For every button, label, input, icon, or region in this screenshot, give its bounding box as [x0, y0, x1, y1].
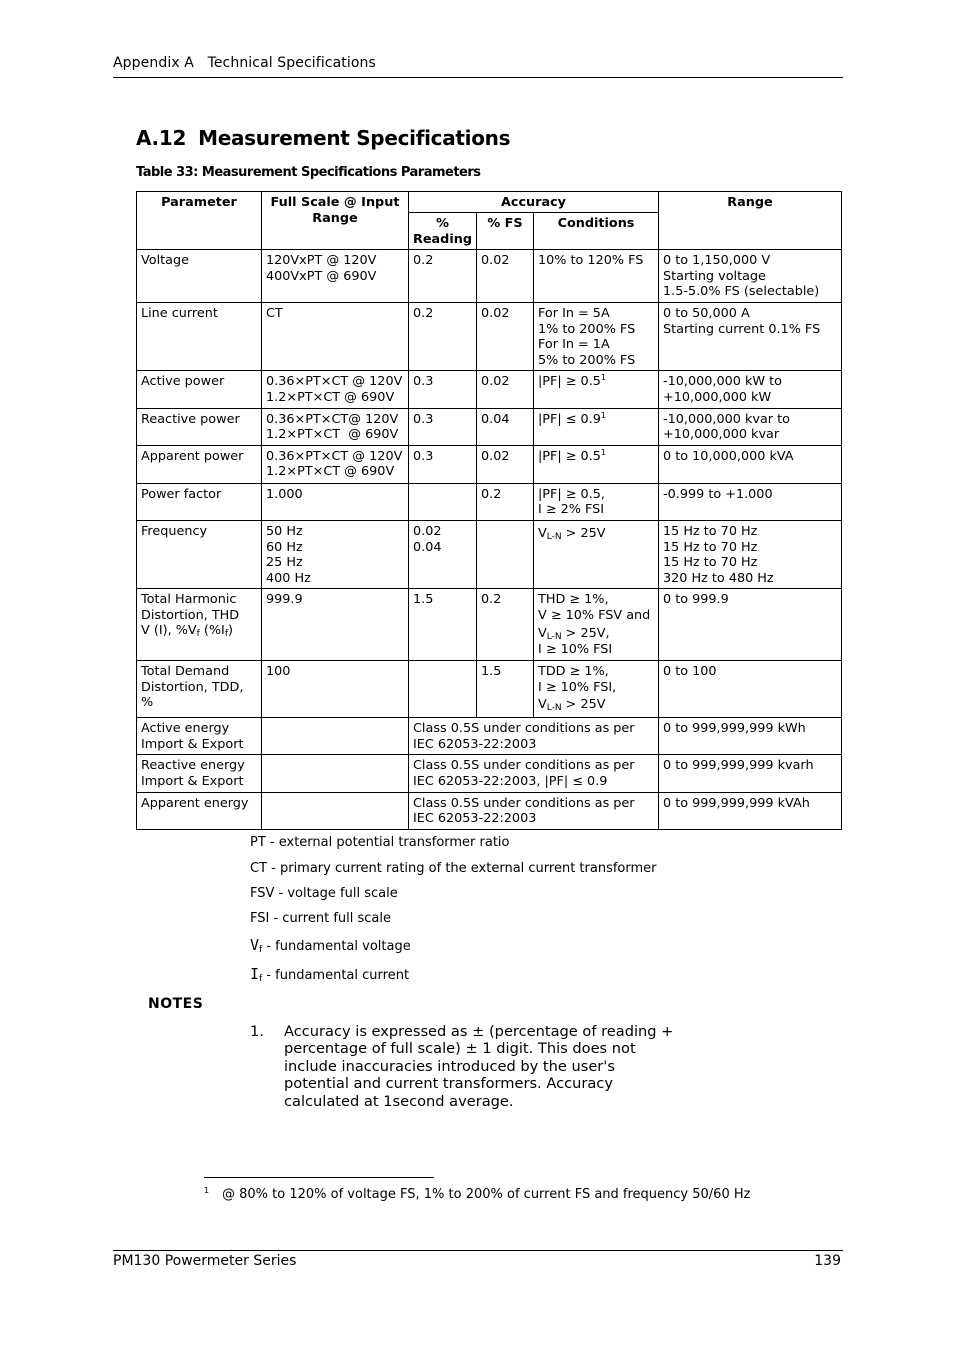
- cell-parameter: Frequency: [137, 520, 262, 588]
- condition-text: |PF| ≤ 0.9: [538, 411, 601, 427]
- cell-full-scale: 0.36×PT×CT@ 120V 1.2×PT×CT @ 690V: [262, 408, 409, 445]
- cell-full-scale: [262, 718, 409, 755]
- footnote-ref: 1: [600, 410, 607, 420]
- cell-reading: 0.3: [409, 445, 477, 483]
- header-rule: [113, 77, 843, 78]
- fundamental-subscript: f: [196, 629, 200, 640]
- cell-full-scale: [262, 792, 409, 829]
- section-title-text: Measurement Specifications: [198, 126, 511, 150]
- cell-parameter: Reactive power: [137, 408, 262, 445]
- cell-reading: [409, 661, 477, 718]
- cell-parameter: Apparent power: [137, 445, 262, 483]
- fundamental-subscript: f: [224, 629, 228, 640]
- condition-text: > 25V,: [561, 626, 610, 642]
- footnote-ref: 1: [600, 447, 607, 457]
- header-accuracy: Accuracy: [409, 192, 659, 213]
- cell-conditions: [534, 589, 659, 661]
- cell-fs: 0.02: [477, 302, 534, 370]
- cell-parameter: Reactive energy Import & Export: [137, 755, 262, 792]
- footnote-ref: 1: [600, 373, 607, 383]
- legend-ct: CT - primary current rating of the external current transformer: [250, 861, 657, 876]
- cell-full-scale: 100: [262, 661, 409, 718]
- table-row: [137, 718, 842, 755]
- cell-full-scale: 50 Hz 60 Hz 25 Hz 400 Hz: [262, 520, 409, 588]
- cell-range: -10,000,000 kvar to +10,000,000 kvar: [659, 408, 842, 445]
- cell-full-scale: CT: [262, 302, 409, 370]
- cell-parameter: Line current: [137, 302, 262, 370]
- table-row: [137, 302, 842, 370]
- cell-reading: 0.2: [409, 302, 477, 370]
- if-symbol: I: [250, 965, 260, 983]
- note-text: Accuracy is expressed as ± (percentage of reading + percentage of full scale) ± 1 digit. This does not include inaccuracies introduced by the user's potential and current transformers. Accuracy calculated at 1second average.: [284, 1023, 674, 1110]
- cell-full-scale: 0.36×PT×CT @ 120V 1.2×PT×CT @ 690V: [262, 445, 409, 483]
- cell-conditions: [534, 445, 659, 483]
- cell-accuracy: Class 0.5S under conditions as per IEC 62053-22:2003, |PF| ≤ 0.9: [409, 755, 659, 792]
- cell-range: 0 to 999,999,999 kvarh: [659, 755, 842, 792]
- cell-fs: 0.02: [477, 371, 534, 408]
- parameter-text: ): [227, 623, 233, 639]
- table-row: [137, 792, 842, 829]
- condition-text: > 25V: [561, 697, 606, 713]
- table-row: [137, 520, 842, 588]
- footer-rule: [113, 1250, 843, 1251]
- header-conditions: Conditions: [534, 213, 659, 250]
- footnote-mark: 1: [204, 1186, 210, 1195]
- voltage-subscript: L-N: [546, 531, 562, 542]
- cell-range: 0 to 999,999,999 kVAh: [659, 792, 842, 829]
- table-row: [137, 755, 842, 792]
- condition-text: TDD ≥ 1%, I ≥ 10% FSI,: [538, 664, 617, 695]
- cell-reading: 0.2: [409, 250, 477, 303]
- cell-fs: 0.04: [477, 408, 534, 445]
- notes-title: NOTES: [148, 996, 204, 1012]
- cell-fs: 1.5: [477, 661, 534, 718]
- vf-subscript: f: [259, 945, 263, 955]
- condition-text: THD ≥ 1%, V ≥ 10% FSV and: [538, 592, 651, 623]
- cell-reading: 0.3: [409, 371, 477, 408]
- section-number: A.12: [136, 126, 187, 150]
- voltage-symbol: V: [538, 525, 547, 541]
- cell-range: 0 to 50,000 A Starting current 0.1% FS: [659, 302, 842, 370]
- table-caption: Table 33: Measurement Specifications Parameters: [136, 165, 481, 180]
- legend-pt: PT - external potential transformer ratio: [250, 835, 510, 850]
- table-row: [137, 445, 842, 483]
- vf-symbol: V: [250, 936, 260, 954]
- cell-parameter: Power factor: [137, 483, 262, 520]
- voltage-symbol: V: [538, 626, 547, 642]
- footnote-text: @ 80% to 120% of voltage FS, 1% to 200% of current FS and frequency 50/60 Hz: [222, 1187, 751, 1202]
- cell-conditions: [534, 661, 659, 718]
- if-subscript: f: [259, 974, 263, 984]
- cell-conditions: 10% to 120% FS: [534, 250, 659, 303]
- cell-full-scale: 1.000: [262, 483, 409, 520]
- condition-text: I ≥ 10% FSI: [538, 642, 613, 658]
- table-row: [137, 250, 842, 303]
- footnote-rule: [204, 1177, 434, 1178]
- cell-reading: [409, 483, 477, 520]
- cell-range: 0 to 100: [659, 661, 842, 718]
- condition-text: |PF| ≥ 0.5: [538, 374, 601, 390]
- cell-fs: 0.2: [477, 589, 534, 661]
- cell-full-scale: 0.36×PT×CT @ 120V 1.2×PT×CT @ 690V: [262, 371, 409, 408]
- voltage-subscript: L-N: [546, 703, 562, 714]
- cell-range: 0 to 10,000,000 kVA: [659, 445, 842, 483]
- table-row: [137, 371, 842, 408]
- condition-text: > 25V: [561, 525, 606, 541]
- vf-text: - fundamental voltage: [262, 939, 411, 954]
- condition-text: |PF| ≥ 0.5: [538, 448, 601, 464]
- cell-fs: 0.2: [477, 483, 534, 520]
- cell-range: 0 to 999,999,999 kWh: [659, 718, 842, 755]
- legend-vf: [250, 936, 411, 954]
- header-range: Range: [659, 192, 842, 250]
- cell-reading: 1.5: [409, 589, 477, 661]
- cell-range: -0.999 to +1.000: [659, 483, 842, 520]
- header-fs: % FS: [477, 213, 534, 250]
- parameter-text: (%I: [199, 623, 225, 639]
- page-header: Appendix A Technical Specifications: [113, 55, 376, 71]
- cell-reading: 0.3: [409, 408, 477, 445]
- cell-conditions: |PF| ≥ 0.5, I ≥ 2% FSI: [534, 483, 659, 520]
- parameter-text: Total Harmonic Distortion, THD V (I), %V: [141, 592, 240, 639]
- cell-parameter: Apparent energy: [137, 792, 262, 829]
- page-number: 139: [814, 1253, 841, 1269]
- cell-conditions: [534, 408, 659, 445]
- header-reading: % Reading: [409, 213, 477, 250]
- legend-fsi: FSI - current full scale: [250, 911, 391, 926]
- header-parameter: Parameter: [137, 192, 262, 250]
- voltage-symbol: V: [538, 697, 547, 713]
- cell-parameter: Active power: [137, 371, 262, 408]
- cell-parameter: Active energy Import & Export: [137, 718, 262, 755]
- cell-range: 15 Hz to 70 Hz 15 Hz to 70 Hz 15 Hz to 70 Hz 320 Hz to 480 Hz: [659, 520, 842, 588]
- legend-if: [250, 965, 409, 983]
- cell-full-scale: 120VxPT @ 120V 400VxPT @ 690V: [262, 250, 409, 303]
- cell-conditions: [534, 371, 659, 408]
- cell-conditions: For In = 5A 1% to 200% FS For In = 1A 5% to 200% FS: [534, 302, 659, 370]
- note-number: 1.: [250, 1023, 264, 1040]
- table-row: [137, 483, 842, 520]
- cell-full-scale: [262, 755, 409, 792]
- cell-conditions: [534, 520, 659, 588]
- section-title: [136, 126, 510, 150]
- cell-range: 0 to 999.9: [659, 589, 842, 661]
- footer-title: PM130 Powermeter Series: [113, 1253, 297, 1269]
- if-text: - fundamental current: [262, 968, 410, 983]
- cell-accuracy: Class 0.5S under conditions as per IEC 62053-22:2003: [409, 792, 659, 829]
- legend-fsv: FSV - voltage full scale: [250, 886, 398, 901]
- cell-accuracy: Class 0.5S under conditions as per IEC 62053-22:2003: [409, 718, 659, 755]
- table-row: [137, 661, 842, 718]
- table-row: [137, 408, 842, 445]
- cell-reading: 0.02 0.04: [409, 520, 477, 588]
- spec-table: [136, 191, 842, 830]
- header-full-scale: Full Scale @ Input Range: [262, 192, 409, 250]
- cell-full-scale: 999.9: [262, 589, 409, 661]
- voltage-subscript: L-N: [546, 632, 562, 643]
- cell-fs: 0.02: [477, 250, 534, 303]
- cell-fs: [477, 520, 534, 588]
- cell-range: 0 to 1,150,000 V Starting voltage 1.5-5.0% FS (selectable): [659, 250, 842, 303]
- table-row: [137, 589, 842, 661]
- cell-range: -10,000,000 kW to +10,000,000 kW: [659, 371, 842, 408]
- cell-parameter: [137, 589, 262, 661]
- cell-parameter: Voltage: [137, 250, 262, 303]
- cell-parameter: Total Demand Distortion, TDD, %: [137, 661, 262, 718]
- cell-fs: 0.02: [477, 445, 534, 483]
